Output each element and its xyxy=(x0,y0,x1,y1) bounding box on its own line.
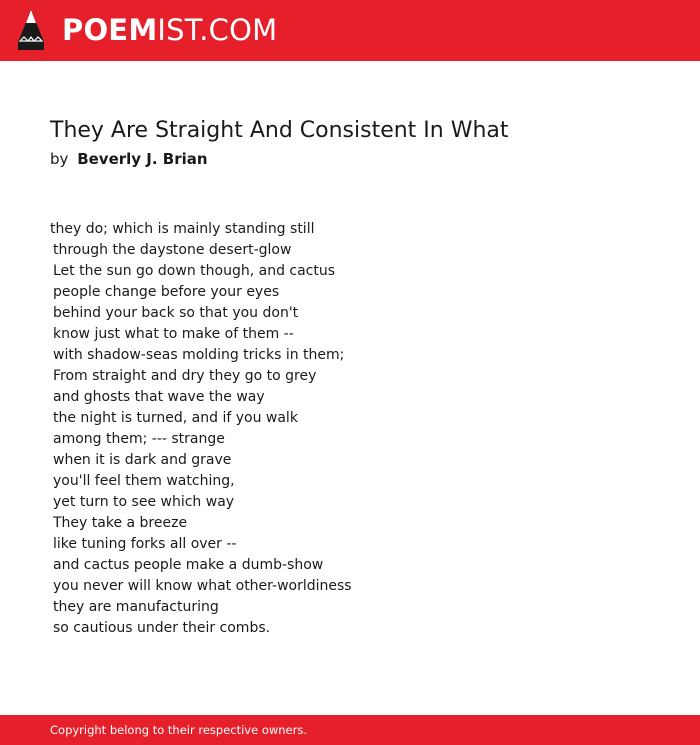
by-label: by xyxy=(50,150,69,168)
poem-line: know just what to make of them -- xyxy=(53,326,294,342)
copyright-text: Copyright belong to their respective owners. xyxy=(50,723,308,737)
site-logo[interactable] xyxy=(62,13,277,47)
poem-line: From straight and dry they go to grey xyxy=(53,368,317,384)
poem-line: so cautious under their combs. xyxy=(53,620,271,636)
site-header xyxy=(0,0,700,61)
poem-line: yet turn to see which way xyxy=(53,494,235,510)
author-name[interactable]: Beverly J. Brian xyxy=(77,150,208,168)
poem-line: you never will know what other-worldiness xyxy=(53,578,352,594)
poem-line: like tuning forks all over -- xyxy=(53,536,237,552)
poem-line: with shadow-seas molding tricks in them; xyxy=(53,347,345,363)
poem-body xyxy=(50,219,352,639)
poem-line: they do; which is mainly standing still xyxy=(50,221,315,237)
logo-light-text: IST.COM xyxy=(157,13,278,47)
poem-line: people change before your eyes xyxy=(53,284,280,300)
poem-line: They take a breeze xyxy=(53,515,188,531)
poem-line: they are manufacturing xyxy=(53,599,219,615)
poem-line: Let the sun go down though, and cactus xyxy=(53,263,336,279)
poem-line: the night is turned, and if you walk xyxy=(53,410,298,426)
poem-line: behind your back so that you don't xyxy=(53,305,299,321)
site-footer xyxy=(0,715,700,745)
poem-line: and ghosts that wave the way xyxy=(53,389,265,405)
poem-line: when it is dark and grave xyxy=(53,452,232,468)
poem-line: and cactus people make a dumb-show xyxy=(53,557,324,573)
poem-title: They Are Straight And Consistent In What xyxy=(50,118,509,143)
byline xyxy=(50,149,208,169)
poem-line: you'll feel them watching, xyxy=(53,473,235,489)
poem-line: among them; --- strange xyxy=(53,431,225,447)
poem-line: through the daystone desert-glow xyxy=(53,242,292,258)
pencil-icon[interactable] xyxy=(18,10,44,50)
logo-bold-text: POEM xyxy=(62,13,158,47)
